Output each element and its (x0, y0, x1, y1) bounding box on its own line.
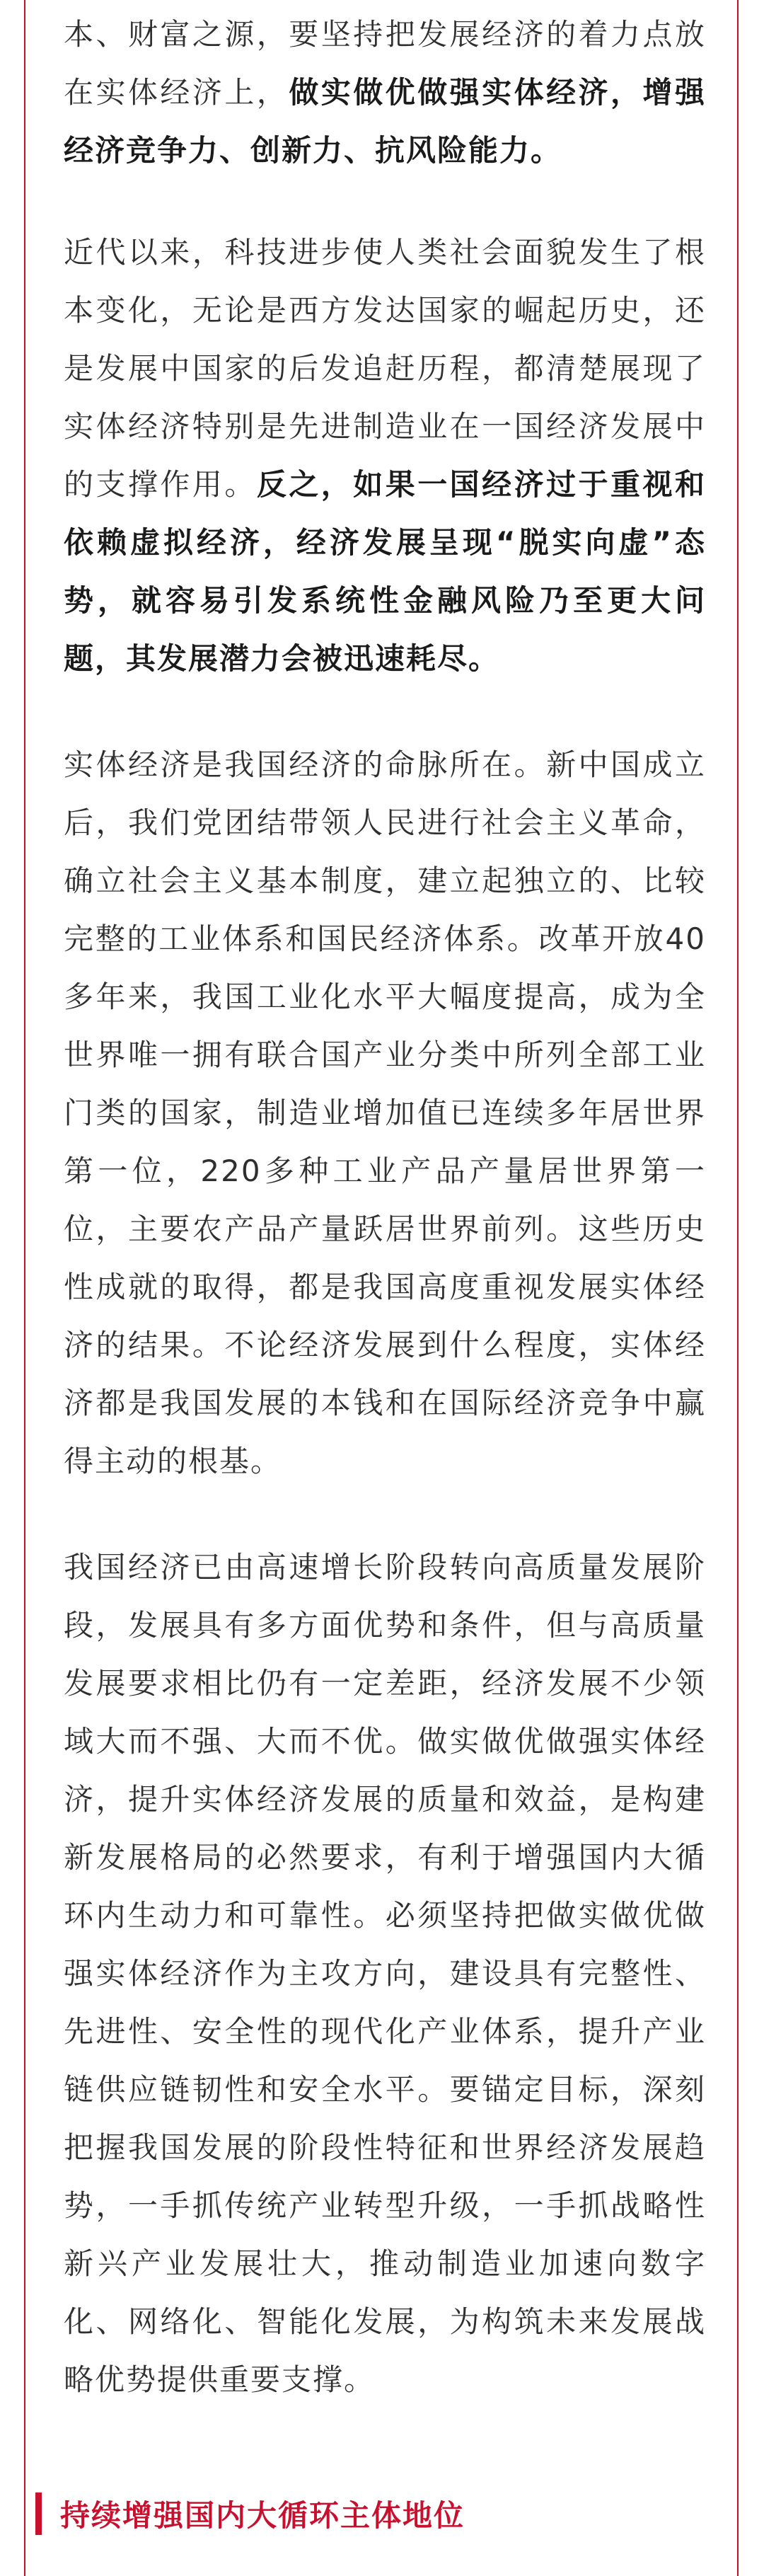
paragraph-4 (64, 1539, 706, 2409)
paragraph-1 (64, 6, 706, 180)
paragraph-4-text: 我国经济已由高速增长阶段转向高质量发展阶段，发展具有多方面优势和条件，但与高质量发展要求相比仍有一定差距，经济发展不少领域大而不强、大而不优。做实做优做强实体经济，提升实体经济发展的质量和效益，是构建新发展格局的必然要求，有利于增强国内大循环内生动力和可靠性。必须坚持把做实做优做强实体经济作为主攻方向，建设具有完整性、先进性、安全性的现代化产业体系，提升产业链供应链韧性和安全水平。要锚定目标，深刻把握我国发展的阶段性特征和世界经济发展趋势，一手抓传统产业转型升级，一手抓战略性新兴产业发展壮大，推动制造业加速向数字化、网络化、智能化发展，为构筑未来发展战略优势提供重要支撑。 (64, 1550, 706, 2397)
paragraph-1-emphasis: 做实做优做强实体经济，增强经济竞争力、创新力、抗风险能力。 (64, 75, 706, 168)
paragraph-2-text: 近代以来，科技进步使人类社会面貌发生了根本变化，无论是西方发达国家的崛起历史，还是发展中国家的后发追赶历程，都清楚展现了实体经济特别是先进制造业在一国经济发展中的支撑作用。 (64, 235, 706, 502)
section-heading (35, 2492, 465, 2535)
paragraph-2-emphasis: 反之，如果一国经济过于重视和依赖虚拟经济，经济发展呈现“脱实向虚”态势，就容易引发系统性金融风险乃至更大问题，其发展潜力会被迅速耗尽。 (64, 467, 706, 676)
paragraph-1-text: 本、财富之源，要坚持把发展经济的着力点放在实体经济上， (64, 17, 706, 110)
paragraph-3-text: 实体经济是我国经济的命脉所在。新中国成立后，我们党团结带领人民进行社会主义革命，确立社会主义基本制度，建立起独立的、比较完整的工业体系和国民经济体系。改革开放40多年来，我国工业化水平大幅度提高，成为全世界唯一拥有联合国产业分类中所列全部工业门类的国家，制造业增加值已连续多年居世界第一位，220多种工业产品产量居世界第一位，主要农产品产量跃居世界前列。这些历史性成就的取得，都是我国高度重视发展实体经济的结果。不论经济发展到什么程度，实体经济都是我国发展的本钱和在国际经济竞争中赢得主动的根基。 (64, 747, 706, 1478)
paragraph-2 (64, 224, 706, 688)
section-heading-title: 持续增强国内大循环主体地位 (60, 2498, 465, 2533)
section-heading-accent-bar (35, 2492, 42, 2535)
paragraph-3 (64, 736, 706, 1490)
